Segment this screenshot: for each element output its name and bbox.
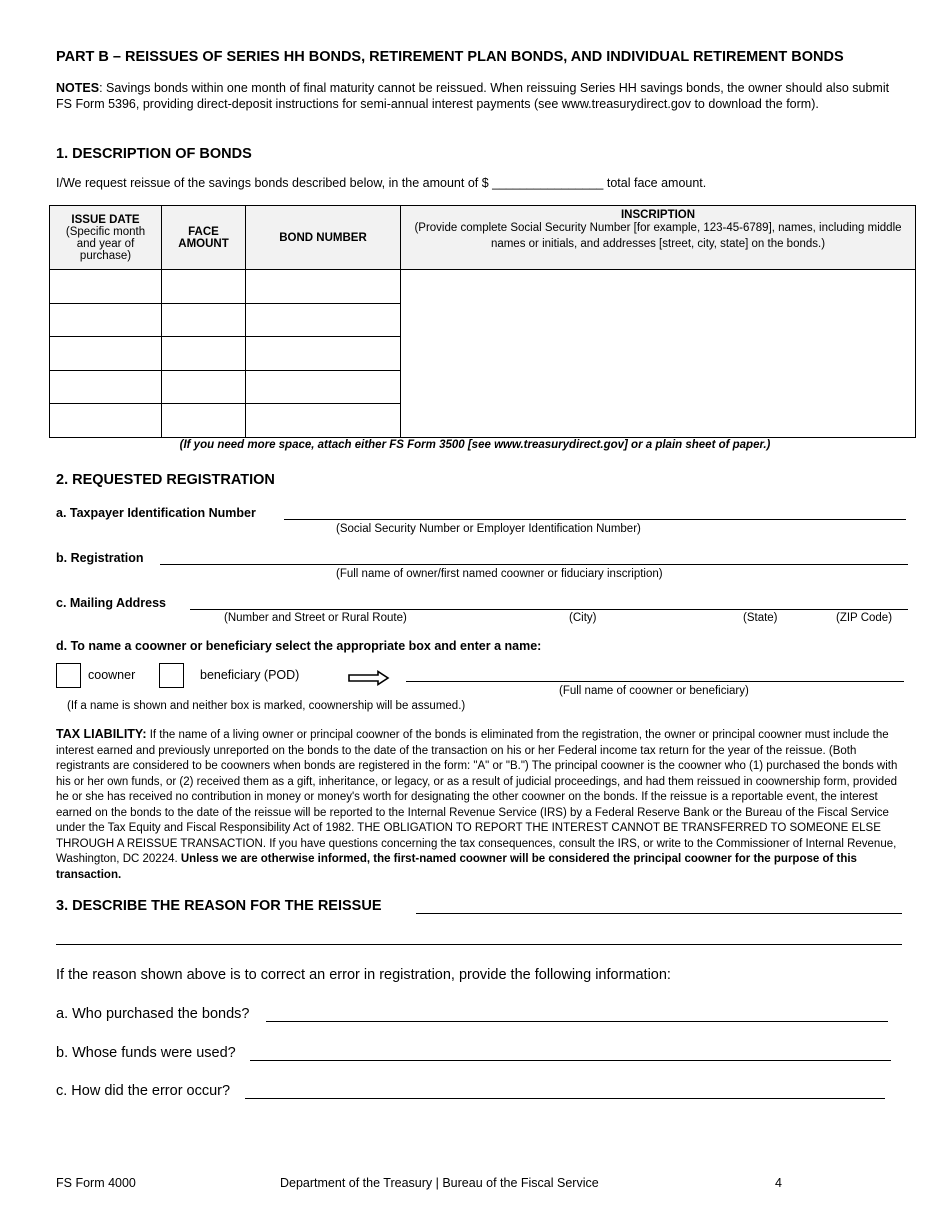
mailing-hint-state: (State) [743,612,778,624]
error-intro: If the reason shown above is to correct an error in registration, provide the following information: [56,967,671,983]
request-suffix: total face amount. [606,176,707,190]
tax-liability-label: TAX LIABILITY: [56,727,147,741]
reason-input-line-1[interactable] [416,913,902,914]
mailing-hint-zip: (ZIP Code) [836,612,893,624]
section1-title: . DESCRIPTION OF BONDS [64,146,252,162]
footer-page-number: 4 [775,1176,782,1190]
coowner-instruction: d. To name a coowner or beneficiary select the appropriate box and enter a name: [56,639,542,653]
beneficiary-checkbox[interactable] [159,663,184,688]
question-b-input[interactable] [250,1060,891,1061]
issue-date-cell[interactable] [50,370,162,404]
face-amount-cell[interactable] [162,404,246,438]
part-title: PART B – REISSUES OF SERIES HH BONDS, RETIREMENT PLAN BONDS, AND INDIVIDUAL RETIREMENT BONDS [56,49,844,65]
face-amount-cell[interactable] [162,370,246,404]
question-a-input[interactable] [266,1021,888,1022]
section3-title: 3. DESCRIBE THE REASON FOR THE REISSUE [56,898,382,914]
coowner-name-hint: (Full name of coowner or beneficiary) [559,685,749,697]
coownership-assumption-note: (If a name is shown and neither box is marked, coownership will be assumed.) [67,700,466,712]
section1-number: 1 [56,146,65,162]
reason-input-line-2[interactable] [56,944,902,945]
tin-label: a. Taxpayer Identification Number [56,506,256,520]
mailing-hint-city: (City) [569,612,597,624]
face-amount-cell[interactable] [162,303,246,337]
inscription-cell[interactable] [401,270,916,438]
mailing-label: c. Mailing Address [56,596,166,610]
issue-date-cell[interactable] [50,303,162,337]
registration-input[interactable] [160,564,908,565]
bond-number-cell[interactable] [246,404,401,438]
bond-number-cell[interactable] [246,303,401,337]
issue-date-cell[interactable] [50,270,162,304]
section2-title: 2. REQUESTED REGISTRATION [56,472,275,488]
request-line [56,176,706,190]
issue-date-cell[interactable] [50,337,162,371]
coowner-checkbox[interactable] [56,663,81,688]
question-a-label: a. Who purchased the bonds? [56,1006,250,1022]
arrow-right-icon [348,670,390,686]
tin-hint: (Social Security Number or Employer Identification Number) [336,523,641,535]
tax-liability-bold-end: Unless we are otherwise informed, the first-named coowner will be considered the principal coowner for the purpose of this transaction. [56,853,857,881]
issue-date-cell[interactable] [50,404,162,438]
bond-number-header: BOND NUMBER [246,206,401,270]
bonds-table [49,205,916,438]
request-prefix: I/We request reissue of the savings bonds described below, in the amount of $ [56,176,489,190]
issue-date-header: ISSUE DATE (Specific month and year of purchase) [50,206,162,270]
tin-input[interactable] [284,519,906,520]
bond-number-cell[interactable] [246,270,401,304]
footer-agency: Department of the Treasury | Bureau of the Fiscal Service [280,1176,599,1190]
footer-form-number: FS Form 4000 [56,1176,136,1190]
notes [56,80,908,112]
mailing-address-input[interactable] [190,609,908,610]
more-space-note: (If you need more space, attach either FS Form 3500 [see www.treasurydirect.gov] or a plain sheet of paper.) [179,439,771,451]
total-face-amount-field[interactable]: ________________ [492,176,604,190]
question-c-input[interactable] [245,1098,885,1099]
notes-label: NOTES [56,81,100,95]
beneficiary-label: beneficiary (POD) [200,668,300,682]
tax-liability-paragraph [56,727,908,883]
registration-hint: (Full name of owner/first named coowner or fiduciary inscription) [336,568,663,580]
question-b-label: b. Whose funds were used? [56,1045,236,1061]
bond-number-cell[interactable] [246,370,401,404]
notes-text: : Savings bonds within one month of final maturity cannot be reissued. When reissuing Series HH savings bonds, the owner should also submit FS Form 5396, providing direct-deposit instructions for semi-annual interest payments (see www.treasurydirect.gov to download the form). [56,81,890,111]
inscription-header: INSCRIPTION (Provide complete Social Security Number [for example, 123-45-6789], names, including middle names or initials, and addresses [street, city, state] on the bonds.) [401,206,916,270]
mailing-hint-street: (Number and Street or Rural Route) [224,612,407,624]
face-amount-cell[interactable] [162,270,246,304]
section1-heading [56,146,252,162]
bond-number-cell[interactable] [246,337,401,371]
face-amount-header: FACE AMOUNT [162,206,246,270]
question-c-label: c. How did the error occur? [56,1083,231,1099]
registration-label: b. Registration [56,551,144,565]
face-amount-cell[interactable] [162,337,246,371]
coowner-label: coowner [88,668,136,682]
coowner-name-input[interactable] [406,681,904,682]
tax-liability-text: If the name of a living owner or principal coowner of the bonds is eliminated from the registration, the owner or principal coowner must include the interest earned and previously unreported on the bonds to the date of the transaction on his or her Federal income tax return for the year of the reissue. (Both registrants are considered to be coowners when bonds are registered in the form: "A" or "B.") The principal coowner is the coowner who (1) purchased the bonds with his or her own funds, or (2) received them as a gift, inheritance, or legacy, or as a result of judicial proceedings, and had them reissued in coownership form, provided he or she has received no contribution in money or money's worth for designating the other coowner on the bonds. If the reissue is a reportable event, the interest earned on the bonds to the date of the reissue will be reported to the Internal Revenue Service (IRS) by a Federal Reserve Bank or the Bureau of the Fiscal Service under the Tax Equity and Fiscal Responsibility Act of 1982. THE OBLIGATION TO REPORT THE INTEREST CANNOT BE TRANSFERRED TO SOMEONE ELSE THROUGH A REISSUE TRANSACTION. If you have questions concerning the tax consequences, consult the IRS, or write to the Commissioner of Internal Revenue, Washington, DC 20224. [56,729,898,865]
